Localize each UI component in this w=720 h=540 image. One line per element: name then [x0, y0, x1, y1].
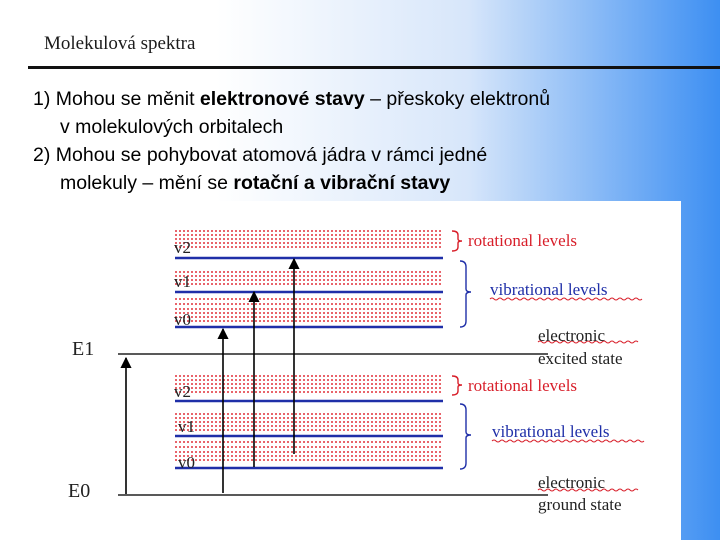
lower-v2-label: v2 — [174, 382, 191, 401]
vibrational-bracket — [460, 261, 471, 327]
bullet-1-line-1 — [33, 85, 703, 113]
bullet-1-line-2: v molekulových orbitalech — [60, 116, 284, 138]
energy-level-svg — [48, 201, 681, 540]
energy-level-diagram — [48, 201, 681, 540]
rotational-bracket — [452, 376, 462, 395]
upper-excited-state-label: excited state — [538, 349, 623, 368]
lower-rotational-lines — [175, 376, 443, 460]
bullet-1-text-a: Mohou se měnit — [55, 88, 200, 110]
title-divider — [28, 66, 720, 69]
upper-vibrational-label: vibrational levels — [490, 280, 608, 299]
upper-v1-label: v1 — [174, 272, 191, 291]
bullet-2-line-1 — [33, 141, 703, 169]
lower-v1-label: v1 — [178, 417, 195, 436]
bullet-2-line-2 — [33, 169, 703, 197]
slide-body — [33, 85, 703, 197]
bullet-1-text-c: – přeskoky elektronů — [364, 88, 551, 110]
bullet-1-number: 1) — [33, 88, 51, 110]
e1-label: E1 — [72, 338, 95, 360]
diagram-labels — [68, 231, 623, 514]
bullet-2-bold: rotační a vibrační stavy — [233, 172, 451, 194]
lower-rotational-label: rotational levels — [468, 376, 578, 395]
bullet-2-text: Mohou se pohybovat atomová jádra v rámci jedné — [55, 144, 488, 166]
vibrational-bracket — [460, 404, 471, 469]
slide-title: Molekulová spektra — [44, 33, 196, 54]
lower-v0-label: v0 — [178, 453, 195, 472]
upper-v0-label: v0 — [174, 310, 191, 329]
upper-v2-label: v2 — [174, 238, 191, 257]
bullet-2-text-a: molekuly – mění se — [60, 172, 234, 194]
bullet-1-bold: elektronové stavy — [199, 88, 365, 110]
upper-rotational-label: rotational levels — [468, 231, 578, 250]
lower-vibrational-label: vibrational levels — [492, 422, 610, 441]
lower-electronic-label: electronic — [538, 473, 606, 492]
rotational-bracket — [452, 231, 462, 251]
upper-rotational-lines — [175, 231, 443, 321]
upper-electronic-label: electronic — [538, 326, 606, 345]
bullet-2-number: 2) — [33, 144, 51, 166]
lower-vibrational-lines — [175, 401, 443, 468]
e0-label: E0 — [68, 480, 91, 502]
lower-ground-state-label: ground state — [538, 495, 622, 514]
